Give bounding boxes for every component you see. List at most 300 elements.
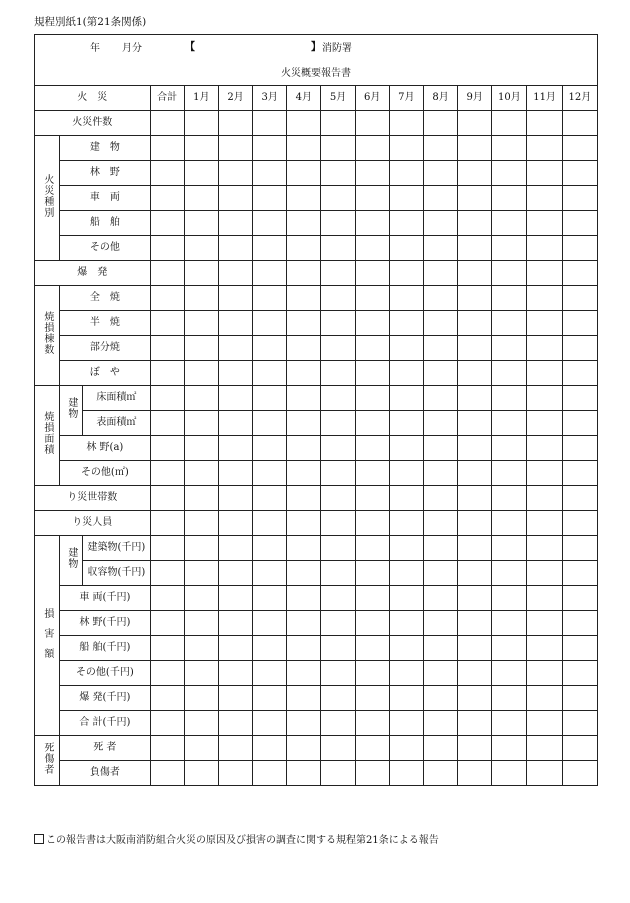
- month-value-cell[interactable]: [287, 610, 321, 635]
- total-cell[interactable]: [150, 110, 184, 135]
- month-value-cell[interactable]: [253, 385, 287, 410]
- month-value-cell[interactable]: [458, 635, 492, 660]
- month-value-cell[interactable]: [492, 435, 527, 460]
- month-value-cell[interactable]: [287, 735, 321, 760]
- month-value-cell[interactable]: [321, 535, 355, 560]
- month-value-cell[interactable]: [253, 660, 287, 685]
- total-cell[interactable]: [150, 560, 184, 585]
- month-value-cell[interactable]: [423, 460, 457, 485]
- month-value-cell[interactable]: [184, 360, 218, 385]
- month-value-cell[interactable]: [321, 160, 355, 185]
- month-value-cell[interactable]: [321, 485, 355, 510]
- month-value-cell[interactable]: [218, 535, 252, 560]
- month-value-cell[interactable]: [423, 335, 457, 360]
- month-value-cell[interactable]: [184, 310, 218, 335]
- month-value-cell[interactable]: [458, 460, 492, 485]
- total-cell[interactable]: [150, 635, 184, 660]
- month-value-cell[interactable]: [458, 760, 492, 785]
- month-value-cell[interactable]: [253, 360, 287, 385]
- total-cell[interactable]: [150, 485, 184, 510]
- month-value-cell[interactable]: [389, 535, 423, 560]
- month-value-cell[interactable]: [355, 310, 389, 335]
- month-value-cell[interactable]: [527, 610, 562, 635]
- month-value-cell[interactable]: [492, 485, 527, 510]
- month-value-cell[interactable]: [184, 610, 218, 635]
- month-value-cell[interactable]: [184, 335, 218, 360]
- month-value-cell[interactable]: [253, 635, 287, 660]
- month-value-cell[interactable]: [355, 485, 389, 510]
- month-value-cell[interactable]: [492, 735, 527, 760]
- month-value-cell[interactable]: [527, 510, 562, 535]
- month-value-cell[interactable]: [321, 760, 355, 785]
- month-value-cell[interactable]: [458, 335, 492, 360]
- month-value-cell[interactable]: [218, 160, 252, 185]
- month-value-cell[interactable]: [492, 760, 527, 785]
- month-value-cell[interactable]: [218, 210, 252, 235]
- month-value-cell[interactable]: [458, 485, 492, 510]
- month-value-cell[interactable]: [253, 510, 287, 535]
- month-value-cell[interactable]: [184, 560, 218, 585]
- month-value-cell[interactable]: [458, 260, 492, 285]
- month-value-cell[interactable]: [218, 360, 252, 385]
- month-value-cell[interactable]: [321, 335, 355, 360]
- month-value-cell[interactable]: [218, 685, 252, 710]
- month-value-cell[interactable]: [389, 585, 423, 610]
- month-value-cell[interactable]: [218, 735, 252, 760]
- month-value-cell[interactable]: [355, 560, 389, 585]
- month-value-cell[interactable]: [527, 435, 562, 460]
- month-value-cell[interactable]: [184, 485, 218, 510]
- month-value-cell[interactable]: [562, 335, 597, 360]
- month-value-cell[interactable]: [562, 160, 597, 185]
- month-value-cell[interactable]: [562, 635, 597, 660]
- month-value-cell[interactable]: [423, 485, 457, 510]
- month-value-cell[interactable]: [562, 560, 597, 585]
- month-value-cell[interactable]: [423, 160, 457, 185]
- month-value-cell[interactable]: [355, 635, 389, 660]
- month-value-cell[interactable]: [253, 760, 287, 785]
- month-value-cell[interactable]: [562, 510, 597, 535]
- month-value-cell[interactable]: [355, 110, 389, 135]
- month-value-cell[interactable]: [389, 560, 423, 585]
- month-value-cell[interactable]: [458, 535, 492, 560]
- month-value-cell[interactable]: [527, 585, 562, 610]
- month-value-cell[interactable]: [423, 260, 457, 285]
- month-value-cell[interactable]: [458, 310, 492, 335]
- month-value-cell[interactable]: [562, 660, 597, 685]
- month-value-cell[interactable]: [562, 360, 597, 385]
- month-value-cell[interactable]: [527, 285, 562, 310]
- month-value-cell[interactable]: [218, 235, 252, 260]
- month-value-cell[interactable]: [492, 260, 527, 285]
- month-value-cell[interactable]: [321, 135, 355, 160]
- month-value-cell[interactable]: [184, 210, 218, 235]
- month-value-cell[interactable]: [492, 235, 527, 260]
- month-value-cell[interactable]: [287, 135, 321, 160]
- month-value-cell[interactable]: [184, 110, 218, 135]
- month-value-cell[interactable]: [253, 435, 287, 460]
- month-value-cell[interactable]: [527, 410, 562, 435]
- month-value-cell[interactable]: [562, 735, 597, 760]
- month-value-cell[interactable]: [287, 635, 321, 660]
- total-cell[interactable]: [150, 335, 184, 360]
- month-value-cell[interactable]: [184, 385, 218, 410]
- month-value-cell[interactable]: [184, 260, 218, 285]
- month-value-cell[interactable]: [253, 485, 287, 510]
- month-value-cell[interactable]: [492, 360, 527, 385]
- month-value-cell[interactable]: [389, 660, 423, 685]
- month-value-cell[interactable]: [458, 385, 492, 410]
- month-value-cell[interactable]: [389, 235, 423, 260]
- month-value-cell[interactable]: [321, 610, 355, 635]
- month-value-cell[interactable]: [184, 735, 218, 760]
- month-value-cell[interactable]: [287, 435, 321, 460]
- month-value-cell[interactable]: [389, 610, 423, 635]
- month-value-cell[interactable]: [389, 710, 423, 735]
- month-value-cell[interactable]: [423, 410, 457, 435]
- month-value-cell[interactable]: [287, 760, 321, 785]
- month-value-cell[interactable]: [423, 285, 457, 310]
- month-value-cell[interactable]: [321, 510, 355, 535]
- month-value-cell[interactable]: [218, 335, 252, 360]
- total-cell[interactable]: [150, 610, 184, 635]
- month-value-cell[interactable]: [389, 260, 423, 285]
- month-value-cell[interactable]: [562, 435, 597, 460]
- month-value-cell[interactable]: [287, 360, 321, 385]
- month-value-cell[interactable]: [458, 110, 492, 135]
- month-value-cell[interactable]: [458, 710, 492, 735]
- month-value-cell[interactable]: [287, 560, 321, 585]
- month-value-cell[interactable]: [218, 110, 252, 135]
- month-value-cell[interactable]: [218, 310, 252, 335]
- month-value-cell[interactable]: [423, 360, 457, 385]
- month-value-cell[interactable]: [287, 710, 321, 735]
- month-value-cell[interactable]: [184, 460, 218, 485]
- month-value-cell[interactable]: [253, 535, 287, 560]
- month-value-cell[interactable]: [562, 410, 597, 435]
- month-value-cell[interactable]: [492, 685, 527, 710]
- month-value-cell[interactable]: [355, 285, 389, 310]
- month-value-cell[interactable]: [458, 435, 492, 460]
- month-value-cell[interactable]: [562, 110, 597, 135]
- month-value-cell[interactable]: [218, 410, 252, 435]
- month-value-cell[interactable]: [184, 635, 218, 660]
- month-value-cell[interactable]: [321, 260, 355, 285]
- month-value-cell[interactable]: [287, 310, 321, 335]
- total-cell[interactable]: [150, 585, 184, 610]
- total-cell[interactable]: [150, 735, 184, 760]
- month-value-cell[interactable]: [218, 510, 252, 535]
- month-value-cell[interactable]: [492, 585, 527, 610]
- month-value-cell[interactable]: [492, 160, 527, 185]
- month-value-cell[interactable]: [562, 285, 597, 310]
- month-value-cell[interactable]: [492, 410, 527, 435]
- month-value-cell[interactable]: [458, 560, 492, 585]
- month-value-cell[interactable]: [562, 760, 597, 785]
- month-value-cell[interactable]: [389, 510, 423, 535]
- month-value-cell[interactable]: [355, 435, 389, 460]
- month-value-cell[interactable]: [492, 610, 527, 635]
- month-value-cell[interactable]: [423, 560, 457, 585]
- month-value-cell[interactable]: [355, 335, 389, 360]
- month-value-cell[interactable]: [562, 135, 597, 160]
- month-value-cell[interactable]: [355, 660, 389, 685]
- month-value-cell[interactable]: [287, 185, 321, 210]
- month-value-cell[interactable]: [527, 460, 562, 485]
- month-value-cell[interactable]: [355, 360, 389, 385]
- total-cell[interactable]: [150, 310, 184, 335]
- month-value-cell[interactable]: [355, 210, 389, 235]
- month-value-cell[interactable]: [492, 385, 527, 410]
- month-value-cell[interactable]: [355, 735, 389, 760]
- month-value-cell[interactable]: [389, 410, 423, 435]
- month-value-cell[interactable]: [287, 410, 321, 435]
- month-value-cell[interactable]: [492, 310, 527, 335]
- month-value-cell[interactable]: [355, 235, 389, 260]
- month-value-cell[interactable]: [458, 235, 492, 260]
- month-value-cell[interactable]: [423, 610, 457, 635]
- month-value-cell[interactable]: [458, 735, 492, 760]
- month-value-cell[interactable]: [527, 660, 562, 685]
- month-value-cell[interactable]: [389, 185, 423, 210]
- month-value-cell[interactable]: [389, 160, 423, 185]
- month-value-cell[interactable]: [218, 435, 252, 460]
- month-value-cell[interactable]: [287, 385, 321, 410]
- month-value-cell[interactable]: [423, 585, 457, 610]
- month-value-cell[interactable]: [321, 685, 355, 710]
- month-value-cell[interactable]: [321, 435, 355, 460]
- month-value-cell[interactable]: [355, 610, 389, 635]
- month-value-cell[interactable]: [218, 635, 252, 660]
- month-value-cell[interactable]: [287, 260, 321, 285]
- total-cell[interactable]: [150, 460, 184, 485]
- month-value-cell[interactable]: [562, 610, 597, 635]
- month-value-cell[interactable]: [253, 610, 287, 635]
- month-value-cell[interactable]: [287, 160, 321, 185]
- month-value-cell[interactable]: [184, 410, 218, 435]
- month-value-cell[interactable]: [218, 560, 252, 585]
- month-value-cell[interactable]: [527, 235, 562, 260]
- month-value-cell[interactable]: [218, 485, 252, 510]
- month-value-cell[interactable]: [423, 510, 457, 535]
- month-value-cell[interactable]: [389, 135, 423, 160]
- month-value-cell[interactable]: [492, 510, 527, 535]
- month-value-cell[interactable]: [492, 460, 527, 485]
- month-value-cell[interactable]: [562, 210, 597, 235]
- month-value-cell[interactable]: [458, 660, 492, 685]
- month-value-cell[interactable]: [184, 285, 218, 310]
- total-cell[interactable]: [150, 410, 184, 435]
- month-value-cell[interactable]: [355, 410, 389, 435]
- month-value-cell[interactable]: [321, 710, 355, 735]
- total-cell[interactable]: [150, 760, 184, 785]
- month-value-cell[interactable]: [321, 360, 355, 385]
- month-value-cell[interactable]: [184, 585, 218, 610]
- month-value-cell[interactable]: [423, 660, 457, 685]
- month-value-cell[interactable]: [492, 660, 527, 685]
- month-value-cell[interactable]: [355, 185, 389, 210]
- month-value-cell[interactable]: [287, 535, 321, 560]
- month-value-cell[interactable]: [423, 185, 457, 210]
- month-value-cell[interactable]: [253, 335, 287, 360]
- month-value-cell[interactable]: [458, 610, 492, 635]
- month-value-cell[interactable]: [389, 635, 423, 660]
- month-value-cell[interactable]: [527, 735, 562, 760]
- month-value-cell[interactable]: [527, 485, 562, 510]
- month-value-cell[interactable]: [321, 210, 355, 235]
- month-value-cell[interactable]: [184, 685, 218, 710]
- month-value-cell[interactable]: [527, 385, 562, 410]
- month-value-cell[interactable]: [527, 260, 562, 285]
- month-value-cell[interactable]: [389, 210, 423, 235]
- total-cell[interactable]: [150, 660, 184, 685]
- month-value-cell[interactable]: [287, 685, 321, 710]
- month-value-cell[interactable]: [492, 135, 527, 160]
- month-value-cell[interactable]: [423, 135, 457, 160]
- month-value-cell[interactable]: [253, 185, 287, 210]
- month-value-cell[interactable]: [527, 185, 562, 210]
- month-value-cell[interactable]: [287, 585, 321, 610]
- month-value-cell[interactable]: [389, 760, 423, 785]
- month-value-cell[interactable]: [355, 535, 389, 560]
- month-value-cell[interactable]: [389, 335, 423, 360]
- month-value-cell[interactable]: [527, 210, 562, 235]
- month-value-cell[interactable]: [423, 210, 457, 235]
- month-value-cell[interactable]: [321, 235, 355, 260]
- month-value-cell[interactable]: [423, 535, 457, 560]
- month-value-cell[interactable]: [253, 210, 287, 235]
- month-value-cell[interactable]: [423, 710, 457, 735]
- month-value-cell[interactable]: [218, 585, 252, 610]
- month-value-cell[interactable]: [492, 285, 527, 310]
- month-value-cell[interactable]: [253, 160, 287, 185]
- month-value-cell[interactable]: [218, 185, 252, 210]
- month-value-cell[interactable]: [321, 660, 355, 685]
- month-value-cell[interactable]: [527, 535, 562, 560]
- month-value-cell[interactable]: [389, 485, 423, 510]
- month-value-cell[interactable]: [218, 710, 252, 735]
- month-value-cell[interactable]: [527, 710, 562, 735]
- month-value-cell[interactable]: [527, 110, 562, 135]
- month-value-cell[interactable]: [458, 285, 492, 310]
- month-value-cell[interactable]: [458, 410, 492, 435]
- month-value-cell[interactable]: [562, 535, 597, 560]
- month-value-cell[interactable]: [184, 510, 218, 535]
- month-value-cell[interactable]: [492, 635, 527, 660]
- month-value-cell[interactable]: [218, 285, 252, 310]
- month-value-cell[interactable]: [184, 160, 218, 185]
- month-value-cell[interactable]: [253, 110, 287, 135]
- month-value-cell[interactable]: [527, 685, 562, 710]
- month-value-cell[interactable]: [253, 735, 287, 760]
- month-value-cell[interactable]: [562, 310, 597, 335]
- total-cell[interactable]: [150, 535, 184, 560]
- total-cell[interactable]: [150, 435, 184, 460]
- month-value-cell[interactable]: [287, 460, 321, 485]
- month-value-cell[interactable]: [492, 535, 527, 560]
- month-value-cell[interactable]: [492, 560, 527, 585]
- month-value-cell[interactable]: [287, 510, 321, 535]
- month-value-cell[interactable]: [562, 185, 597, 210]
- month-value-cell[interactable]: [218, 660, 252, 685]
- total-cell[interactable]: [150, 385, 184, 410]
- month-value-cell[interactable]: [321, 460, 355, 485]
- month-value-cell[interactable]: [423, 735, 457, 760]
- total-cell[interactable]: [150, 285, 184, 310]
- month-value-cell[interactable]: [253, 685, 287, 710]
- month-value-cell[interactable]: [184, 535, 218, 560]
- month-value-cell[interactable]: [355, 260, 389, 285]
- month-value-cell[interactable]: [287, 660, 321, 685]
- month-value-cell[interactable]: [321, 110, 355, 135]
- total-cell[interactable]: [150, 135, 184, 160]
- month-value-cell[interactable]: [253, 135, 287, 160]
- month-value-cell[interactable]: [389, 285, 423, 310]
- month-value-cell[interactable]: [355, 160, 389, 185]
- month-value-cell[interactable]: [527, 335, 562, 360]
- month-value-cell[interactable]: [527, 135, 562, 160]
- month-value-cell[interactable]: [218, 610, 252, 635]
- month-value-cell[interactable]: [218, 460, 252, 485]
- month-value-cell[interactable]: [389, 310, 423, 335]
- month-value-cell[interactable]: [287, 110, 321, 135]
- month-value-cell[interactable]: [184, 660, 218, 685]
- month-value-cell[interactable]: [389, 385, 423, 410]
- month-value-cell[interactable]: [321, 635, 355, 660]
- month-value-cell[interactable]: [355, 385, 389, 410]
- month-value-cell[interactable]: [321, 285, 355, 310]
- month-value-cell[interactable]: [423, 110, 457, 135]
- month-value-cell[interactable]: [423, 435, 457, 460]
- month-value-cell[interactable]: [527, 760, 562, 785]
- month-value-cell[interactable]: [218, 135, 252, 160]
- month-value-cell[interactable]: [287, 285, 321, 310]
- month-value-cell[interactable]: [527, 160, 562, 185]
- month-value-cell[interactable]: [184, 435, 218, 460]
- month-value-cell[interactable]: [562, 585, 597, 610]
- month-value-cell[interactable]: [527, 560, 562, 585]
- month-value-cell[interactable]: [253, 260, 287, 285]
- month-value-cell[interactable]: [458, 685, 492, 710]
- month-value-cell[interactable]: [562, 385, 597, 410]
- month-value-cell[interactable]: [389, 685, 423, 710]
- month-value-cell[interactable]: [355, 510, 389, 535]
- month-value-cell[interactable]: [218, 760, 252, 785]
- month-value-cell[interactable]: [355, 585, 389, 610]
- total-cell[interactable]: [150, 510, 184, 535]
- month-value-cell[interactable]: [562, 685, 597, 710]
- month-value-cell[interactable]: [355, 710, 389, 735]
- total-cell[interactable]: [150, 260, 184, 285]
- month-value-cell[interactable]: [321, 385, 355, 410]
- month-value-cell[interactable]: [562, 460, 597, 485]
- month-value-cell[interactable]: [321, 410, 355, 435]
- month-value-cell[interactable]: [321, 735, 355, 760]
- month-value-cell[interactable]: [253, 560, 287, 585]
- month-value-cell[interactable]: [389, 460, 423, 485]
- month-value-cell[interactable]: [423, 635, 457, 660]
- month-value-cell[interactable]: [218, 260, 252, 285]
- month-value-cell[interactable]: [184, 235, 218, 260]
- month-value-cell[interactable]: [562, 235, 597, 260]
- month-value-cell[interactable]: [355, 460, 389, 485]
- month-value-cell[interactable]: [355, 760, 389, 785]
- month-value-cell[interactable]: [184, 185, 218, 210]
- month-value-cell[interactable]: [492, 335, 527, 360]
- month-value-cell[interactable]: [458, 135, 492, 160]
- month-value-cell[interactable]: [492, 110, 527, 135]
- month-value-cell[interactable]: [458, 210, 492, 235]
